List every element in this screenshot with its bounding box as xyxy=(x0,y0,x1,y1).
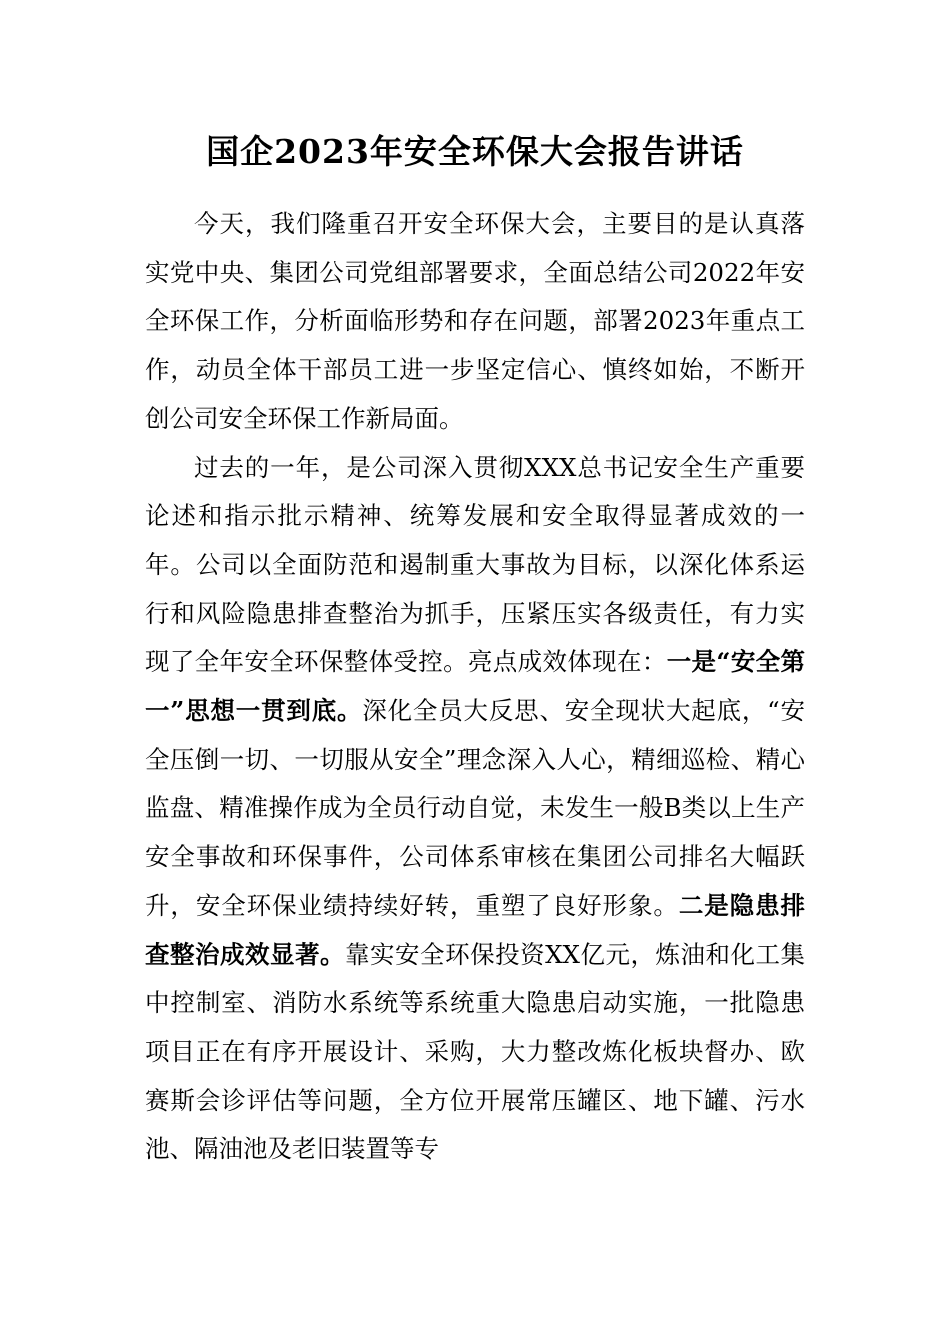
paragraph-2 xyxy=(145,444,805,1175)
bold-heading-point-two: 二是隐患排查整治成效显著。 xyxy=(145,890,806,969)
text-segment: 深化全员大反思、安全现状大起底，“安全压倒一切、一切服从安全”理念深入人心，精细巡检、精心监盘、精准操作成为全员行动自觉，未发生一般B类以上生产安全事故和环保事件，公司体系审核在集团公司排名大幅跃升，安全环保业绩持续好转，重塑了良好形象。 xyxy=(145,696,806,920)
document-body xyxy=(145,200,805,1174)
paragraph-1 xyxy=(145,200,805,444)
text-segment: 靠实安全环保投资XX亿元，炼油和化工集中控制室、消防水系统等系统重大隐患启动实施，一批隐患项目正在有序开展设计、采购，大力整改炼化板块督办、欧赛斯会诊评估等问题，全方位开展常压罐区、地下罐、污水池、隔油池及老旧装置等专 xyxy=(145,939,806,1164)
text-segment: 过去的一年，是公司深入贯彻XXX总书记安全生产重要论述和指示批示精神、统筹发展和安全取得显著成效的一年。公司以全面防范和遏制重大事故为目标，以深化体系运行和风险隐患排查整治为抓手，压紧压实各级责任，有力实现了全年安全环保整体受控。亮点成效体现在： xyxy=(145,452,805,677)
text-segment: 今天，我们隆重召开安全环保大会，主要目的是认真落实党中央、集团公司党组部署要求，全面总结公司2022年安全环保工作，分析面临形势和存在问题，部署2023年重点工作，动员全体干部员工进一步坚定信心、慎终如始，不断开创公司安全环保工作新局面。 xyxy=(145,209,805,433)
bold-heading-point-one: 一是“安全第一”思想一贯到底。 xyxy=(145,647,806,726)
document-title: 国企2023年安全环保大会报告讲话 xyxy=(206,132,744,171)
